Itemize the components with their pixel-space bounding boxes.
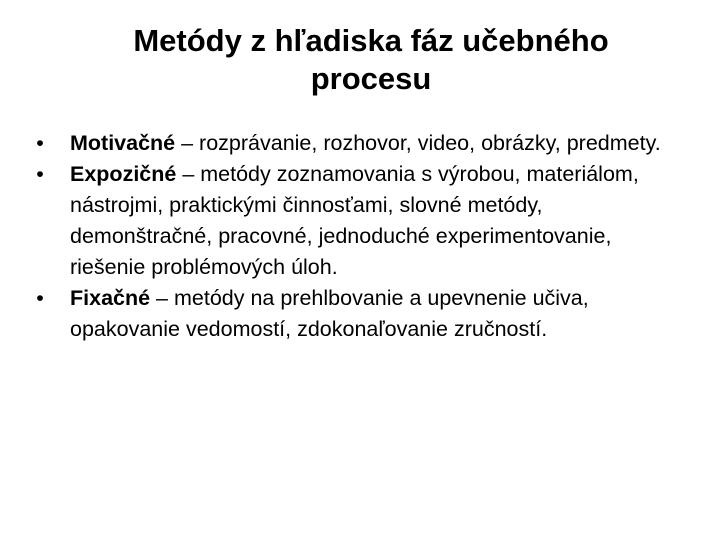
- title-line-2: procesu: [310, 61, 432, 96]
- bullet-term: Expozičné: [70, 162, 177, 186]
- bullet-item-expozicne: [24, 159, 684, 283]
- bullet-marker: •: [36, 286, 44, 310]
- bullet-text: – rozprávanie, rozhovor, video, obrázky, predmety.: [175, 131, 661, 155]
- bullet-term: Fixačné: [70, 286, 151, 310]
- bullet-item-motivacne: [24, 128, 684, 159]
- bullet-text: – metódy na prehlbovanie a upevnenie učiva, opakovanie vedomostí, zdokonaľovanie zručností.: [70, 286, 589, 341]
- title-line-1: Metódy z hľadiska fáz učebného: [133, 23, 609, 58]
- bullet-list: [24, 128, 684, 345]
- bullet-item-fixacne: [24, 283, 684, 345]
- bullet-marker: •: [36, 131, 44, 155]
- bullet-term: Motivačné: [70, 131, 176, 155]
- slide-title: [60, 22, 660, 98]
- bullet-marker: •: [36, 162, 44, 186]
- bullet-text: – metódy zoznamovania s výrobou, materiálom, nástrojmi, praktickými činnosťami, slovné metódy, demonštračné, pracovné, jednoduché experimentovanie, riešenie problémových úloh.: [70, 162, 639, 279]
